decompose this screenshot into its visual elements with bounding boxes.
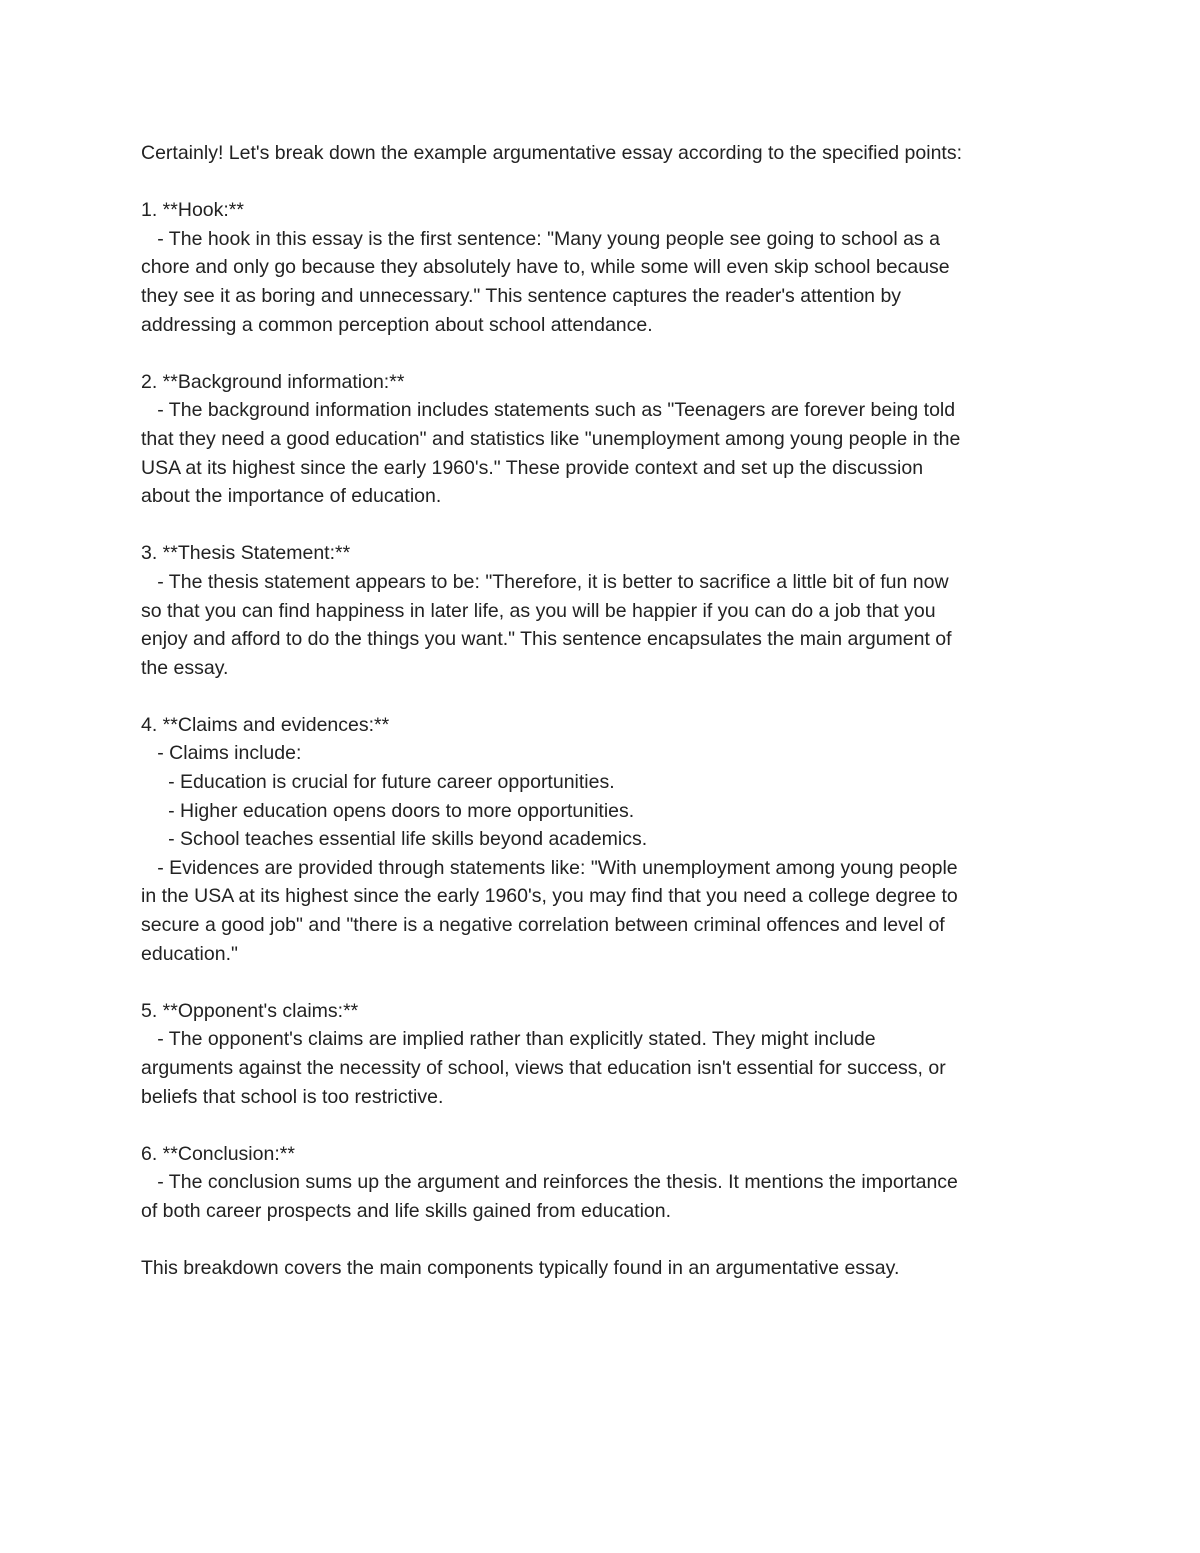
section-line: education." — [141, 942, 238, 965]
section-line: USA at its highest since the early 1960's." These provide context and set up the discussion — [141, 456, 924, 479]
paragraph-spacer — [141, 1111, 1071, 1140]
paragraph-spacer — [141, 682, 1071, 711]
section-line: - The background information includes statements such as "Teenagers are forever being told — [141, 399, 956, 422]
section-heading: 5. **Opponent's claims:** — [141, 999, 359, 1022]
section-line: addressing a common perception about school attendance. — [141, 313, 653, 336]
section-line: arguments against the necessity of school, views that education isn't essential for success, or — [141, 1057, 946, 1079]
section-line: beliefs that school is too restrictive. — [141, 1085, 444, 1108]
section-thesis-statement — [141, 539, 1071, 682]
section-heading: 2. **Background information:** — [141, 370, 405, 393]
section-claims-and-evidences — [141, 711, 1071, 968]
section-line: about the importance of education. — [141, 485, 442, 508]
paragraph-spacer — [141, 168, 1071, 197]
section-line: enjoy and afford to do the things you want." This sentence encapsulates the main argument of — [141, 628, 952, 651]
paragraph-spacer — [141, 339, 1071, 368]
section-line: secure a good job" and "there is a negative correlation between criminal offences and level of — [141, 914, 945, 937]
section-line: - Higher education opens doors to more opportunities. — [141, 799, 635, 822]
section-line: - Claims include: — [141, 742, 302, 765]
paragraph-spacer — [141, 511, 1071, 540]
intro-paragraph: Certainly! Let's break down the example argumentative essay according to the specified points: — [141, 142, 963, 164]
section-line: they see it as boring and unnecessary." This sentence captures the reader's attention by — [141, 284, 902, 307]
section-heading: 3. **Thesis Statement:** — [141, 542, 351, 565]
section-line: the essay. — [141, 656, 229, 679]
section-background-information — [141, 368, 1071, 511]
section-line: - The conclusion sums up the argument and reinforces the thesis. It mentions the importance — [141, 1171, 958, 1194]
section-heading: 4. **Claims and evidences:** — [141, 713, 390, 736]
section-line: so that you can find happiness in later life, as you will be happier if you can do a job that you — [141, 599, 936, 622]
paragraph-spacer — [141, 1226, 1071, 1255]
section-conclusion — [141, 1140, 1071, 1226]
section-heading: 6. **Conclusion:** — [141, 1142, 295, 1165]
section-line: - Evidences are provided through statements like: "With unemployment among young people — [141, 856, 958, 879]
section-line: - School teaches essential life skills beyond academics. — [141, 828, 648, 851]
section-hook — [141, 196, 1071, 339]
section-line: chore and only go because they absolutely have to, while some will even skip school because — [141, 256, 950, 279]
document-body — [141, 139, 1071, 1283]
section-line: - The hook in this essay is the first sentence: "Many young people see going to school as a — [141, 227, 940, 250]
section-opponents-claims — [141, 997, 1071, 1111]
section-line: - Education is crucial for future career opportunities. — [141, 771, 615, 794]
section-line: in the USA at its highest since the early 1960's, you may find that you need a college degree to — [141, 885, 958, 908]
section-line: of both career prospects and life skills gained from education. — [141, 1199, 672, 1222]
section-line: - The opponent's claims are implied rather than explicitly stated. They might include — [141, 1028, 876, 1051]
section-heading: 1. **Hook:** — [141, 199, 244, 222]
section-line: that they need a good education" and statistics like "unemployment among young people in the — [141, 427, 961, 450]
closing-paragraph: This breakdown covers the main components typically found in an argumentative essay. — [141, 1257, 900, 1280]
section-line: - The thesis statement appears to be: "Therefore, it is better to sacrifice a little bit of fun now — [141, 570, 949, 593]
paragraph-spacer — [141, 968, 1071, 997]
